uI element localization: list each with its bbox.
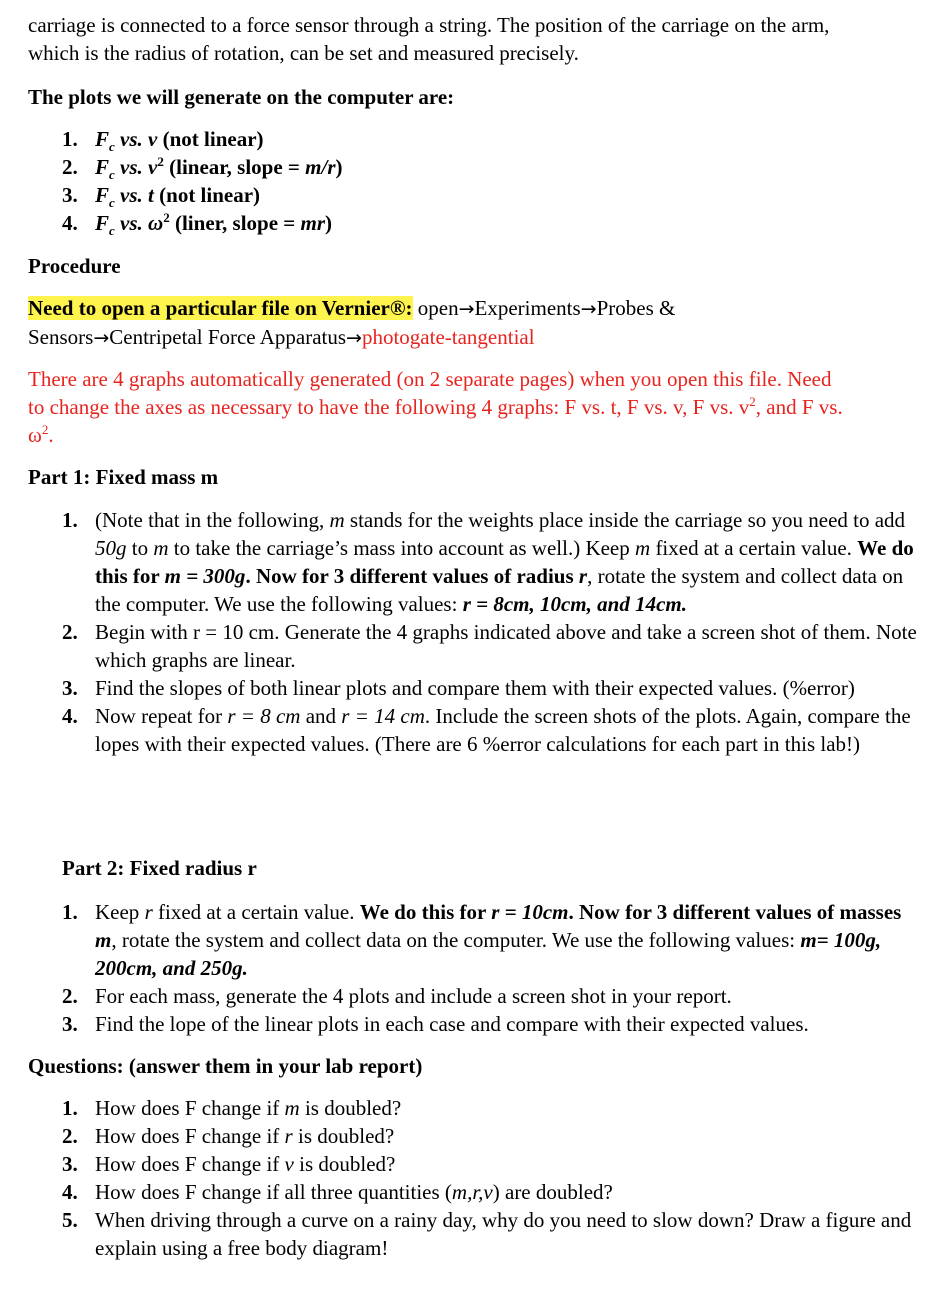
part2-list (28, 898, 918, 1038)
question-item: 1. How does F change if m is doubled? (62, 1096, 402, 1120)
part1-item: 3. Find the slopes of both linear plots and compare them with their expected values. (%error) (62, 676, 855, 700)
vernier-file-name: photogate-tangential (361, 325, 535, 349)
questions-heading: Questions: (answer them in your lab report) (28, 1054, 423, 1078)
part1-list (28, 506, 918, 758)
question-item: 2. How does F change if r is doubled? (62, 1124, 395, 1148)
questions-list (28, 1094, 918, 1262)
arrow-right-icon: → (580, 298, 597, 320)
graphs-note: There are 4 graphs automatically generated (on 2 separate pages) when you open this file. Need to change the axes as necessary to have the following 4 graphs: F vs. t, F vs. v, F vs. $v^2$, and F vs. $\omega^2$. (28, 367, 843, 447)
part2-heading: Part 2: Fixed radius r (62, 856, 257, 880)
vernier-instruction: Need to open a particular file on Vernier®: open→Experiments→Probes & Sensors→Centripetal Force Apparatus→photogate-tangential (28, 296, 676, 349)
part2-item: 3. Find the lope of the linear plots in each case and compare with their expected values. (62, 1012, 809, 1036)
part1-item: 4. Now repeat for r = 8 cm and r = 14 cm. Include the screen shots of the plots. Again, compare the lopes with their expected values. (There are 6 %error calculations for each part in this lab!) (62, 704, 911, 756)
procedure-heading: Procedure (28, 254, 121, 278)
arrow-right-icon: → (93, 327, 110, 349)
question-item: 4. How does F change if all three quantities (m,r,v) are doubled? (62, 1180, 613, 1204)
plots-heading: The plots we will generate on the computer are: (28, 85, 455, 109)
question-item: 3. How does F change if v is doubled? (62, 1152, 396, 1176)
plot-item: 2. $F_c$ vs. $v^2$ (linear, slope = m/r) (62, 154, 343, 183)
arrow-right-icon: → (346, 327, 362, 349)
part1-item: 2. Begin with r = 10 cm. Generate the 4 graphs indicated above and take a screen shot of them. Note which graphs are linear. (62, 620, 917, 672)
intro-line-1: carriage is connected to a force sensor through a string. The position of the carriage on the arm, (28, 13, 830, 37)
arrow-right-icon: → (458, 298, 475, 320)
plot-item: 1. $F_c$ vs. v (not linear) (62, 127, 264, 155)
intro-paragraph (28, 11, 918, 67)
part1-heading: Part 1: Fixed mass m (28, 465, 219, 489)
plot-item: 4. $F_c$ vs. $\omega^2$ (liner, slope = mr) (62, 210, 333, 239)
vernier-highlight: Need to open a particular file on Vernier®: (28, 296, 413, 320)
part2-item: 2. For each mass, generate the 4 plots and include a screen shot in your report. (62, 984, 732, 1008)
part2-item: 1. Keep r fixed at a certain value. We do this for r = 10cm. Now for 3 different values of masses m, rotate the system and collect data on the computer. We use the following values: m= 100g, 200cm, and 250g. (62, 900, 902, 980)
question-item: 5. When driving through a curve on a rainy day, why do you need to slow down? Draw a figure and explain using a free body diagram! (62, 1208, 912, 1260)
plots-list (28, 125, 918, 237)
part1-item: 1. (Note that in the following, m stands for the weights place inside the carriage so you need to add 50g to m to take the carriage’s mass into account as well.) Keep m fixed at a certain value. We do this for m = 300g. Now for 3 different values of radius r, rotate the system and collect data on the computer. We use the following values: r = 8cm, 10cm, and 14cm. (62, 508, 914, 616)
plot-item: 3. $F_c$ vs. t (not linear) (62, 183, 261, 211)
intro-line-2: which is the radius of rotation, can be set and measured precisely. (28, 41, 579, 65)
